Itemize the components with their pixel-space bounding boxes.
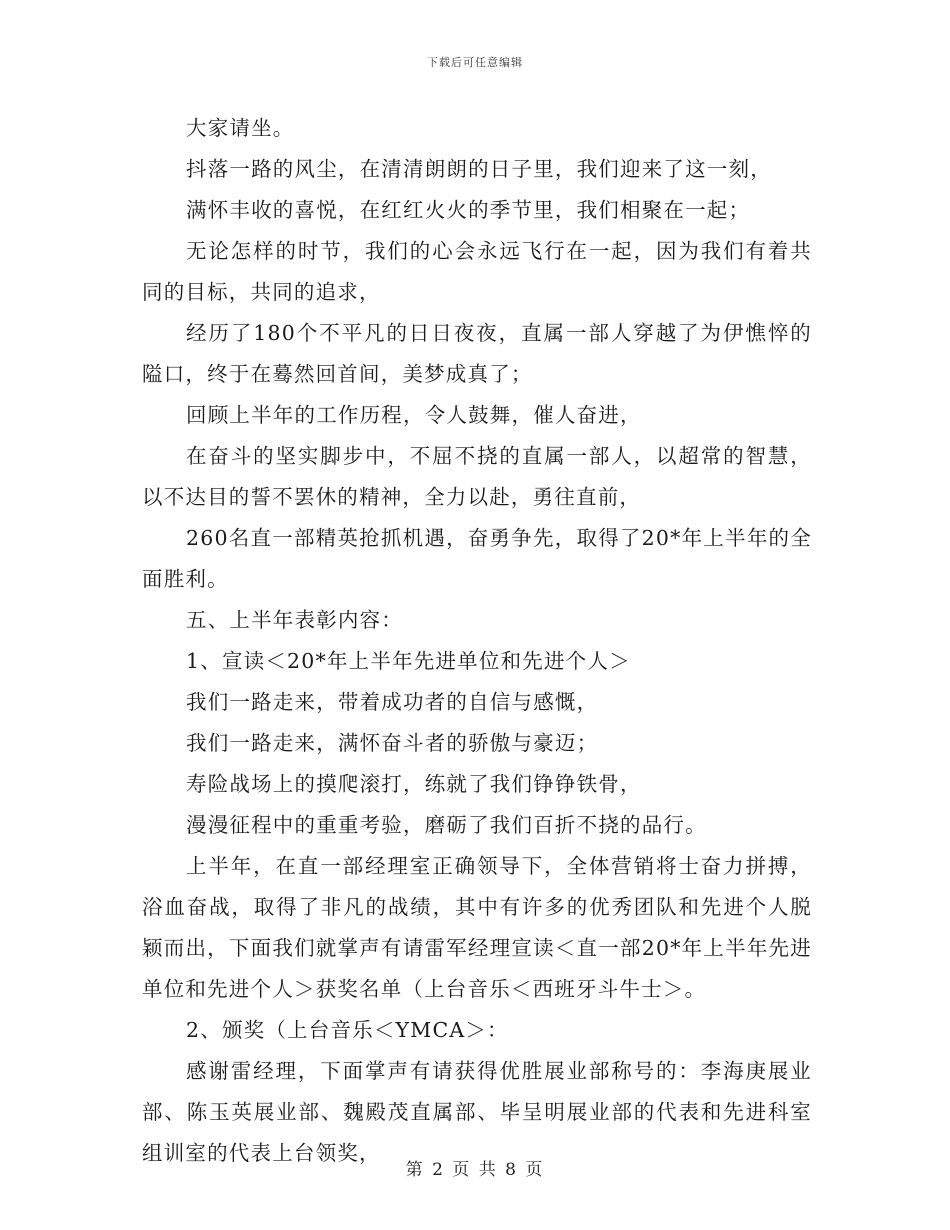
paragraph: 260名直一部精英抢抓机遇，奋勇争先，取得了20*年上半年的全面胜利。 — [142, 526, 812, 591]
paragraph: 我们一路走来，满怀奋斗者的骄傲与豪迈； — [186, 731, 599, 755]
paragraph: 回顾上半年的工作历程，令人鼓舞，催人奋进， — [186, 403, 642, 427]
section-heading: 五、上半年表彰内容： — [186, 608, 403, 632]
paragraph: 在奋斗的坚实脚步中，不屈不挠的直属一部人，以超常的智慧，以不达目的誓不罢休的精神，全力以赴，勇往直前， — [142, 444, 812, 509]
page-number: 第 2 页 共 8 页 — [405, 1160, 545, 1180]
paragraph: 无论怎样的时节，我们的心会永远飞行在一起，因为我们有着共同的目标，共同的追求， — [142, 239, 812, 304]
paragraph: 上半年，在直一部经理室正确领导下，全体营销将士奋力拼搏，浴血奋战，取得了非凡的战绩，其中有许多的优秀团队和先进个人脱颖而出，下面我们就掌声有请雷军经理宣读＜直一部20*年上半年先进单位和先进个人＞获奖名单（上台音乐＜西班牙斗牛士＞。 — [142, 854, 812, 1001]
paragraph: 我们一路走来，带着成功者的自信与感慨， — [186, 690, 599, 714]
sub-heading: 1、宣读＜20*年上半年先进单位和先进个人＞ — [186, 649, 631, 673]
page-header: 下载后可任意编辑 — [427, 56, 523, 69]
sub-heading: 2、颁奖（上台音乐＜YMCA＞： — [186, 1018, 509, 1042]
paragraph: 大家请坐。 — [186, 116, 295, 140]
paragraph: 感谢雷经理，下面掌声有请获得优胜展业部称号的：李海庚展业部、陈玉英展业部、魏殿茂直属部、毕呈明展业部的代表和先进科室组训室的代表上台领奖， — [142, 1059, 812, 1165]
paragraph: 经历了180个不平凡的日日夜夜，直属一部人穿越了为伊憔悴的隘口，终于在蓦然回首间，美梦成真了； — [142, 321, 812, 386]
paragraph: 满怀丰收的喜悦，在红红火火的季节里，我们相聚在一起； — [186, 198, 751, 222]
paragraph: 寿险战场上的摸爬滚打，练就了我们铮铮铁骨， — [186, 772, 642, 796]
paragraph: 漫漫征程中的重重考验，磨砺了我们百折不挠的品行。 — [186, 813, 707, 837]
paragraph: 抖落一路的风尘，在清清朗朗的日子里，我们迎来了这一刻， — [186, 157, 772, 181]
document-body — [142, 108, 812, 1174]
